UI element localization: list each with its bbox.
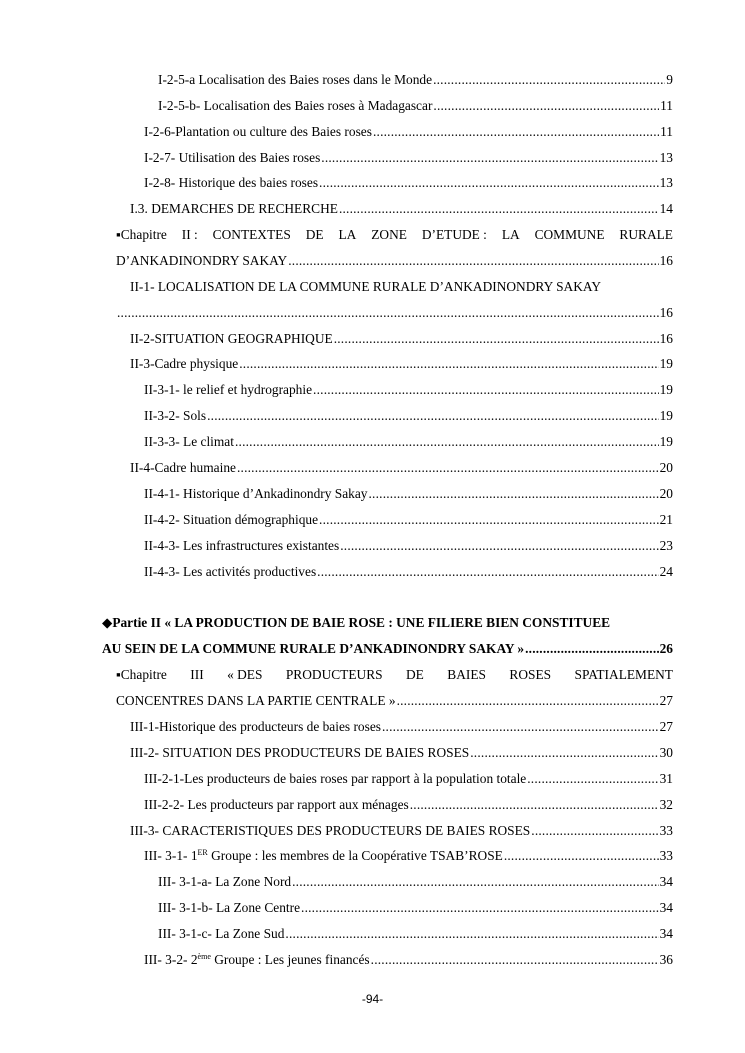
toc-title: I.3. DEMARCHES DE RECHERCHE: [130, 201, 338, 216]
toc-entry: [158, 874, 673, 890]
toc-entry: [130, 331, 673, 347]
toc-page: 19: [659, 408, 673, 423]
toc-leader: [410, 797, 659, 813]
toc-leader: [285, 926, 658, 942]
toc-leader: [433, 98, 659, 114]
toc-leader: [237, 460, 659, 476]
toc-title: Partie II « LA PRODUCTION DE BAIE ROSE : UNE FILIERE BIEN CONSTITUEE: [112, 615, 611, 630]
toc-title: II-4-1- Historique d’Ankadinondry Sakay: [144, 486, 368, 501]
bullet-icon: ▪: [116, 227, 121, 242]
toc-leader: [321, 150, 658, 166]
toc-entry: [144, 150, 673, 166]
toc-leader: [117, 305, 659, 321]
toc-page: 33: [659, 823, 673, 838]
part-heading-line: [102, 615, 673, 631]
toc-leader: [313, 382, 659, 398]
toc-page: 30: [659, 745, 673, 760]
toc-page: 24: [659, 564, 673, 579]
toc-page: 16: [659, 253, 673, 268]
toc-entry: [144, 564, 673, 580]
toc-page: 13: [659, 150, 673, 165]
toc-page: 11: [660, 124, 673, 139]
toc-leader: [470, 745, 658, 761]
toc-title: II-3-3- Le climat: [144, 434, 234, 449]
toc-page: 34: [659, 926, 673, 941]
toc-entry: [102, 641, 673, 657]
toc-title: III-2-1-Les producteurs de baies roses par rapport à la population totale: [144, 771, 527, 786]
toc-title: II-3-2- Sols: [144, 408, 207, 423]
toc-page: 31: [659, 771, 673, 786]
toc-page: 26: [659, 641, 673, 656]
bullet-icon: ▪: [116, 667, 121, 682]
toc-page: 36: [659, 952, 673, 967]
toc-title: II-3-1- le relief et hydrographie: [144, 382, 313, 397]
toc-leader: [334, 331, 659, 347]
toc-leader: [319, 512, 659, 528]
toc-entry: [158, 98, 673, 114]
toc-page: 9: [666, 72, 673, 87]
toc-leader: [371, 952, 659, 968]
toc-page: 14: [659, 201, 673, 216]
toc-leader: [239, 356, 658, 372]
toc-page: 21: [659, 512, 673, 527]
toc-title: III- 3-2- 2ème Groupe : Les jeunes financés: [144, 952, 370, 967]
toc-page: 23: [659, 538, 673, 553]
toc-title: II-4-2- Situation démographique: [144, 512, 319, 527]
toc-title: I-2-6-Plantation ou culture des Baies roses: [144, 124, 372, 139]
toc-title: I-2-5-a Localisation des Baies roses dans le Monde: [158, 72, 433, 87]
toc-entry: [144, 408, 673, 424]
toc-title: III-2- SITUATION DES PRODUCTEURS DE BAIES ROSES: [130, 745, 470, 760]
toc-entry: [158, 926, 673, 942]
toc-title: I-2-8- Historique des baies roses: [144, 175, 319, 190]
toc-title: D’ANKADINONDRY SAKAY: [116, 253, 288, 268]
toc-entry: [144, 434, 673, 450]
toc-entry: [144, 797, 673, 813]
toc-entry: [130, 356, 673, 372]
toc-page: 20: [659, 486, 673, 501]
toc-page: 13: [659, 175, 673, 190]
toc-title: I-2-7- Utilisation des Baies roses: [144, 150, 321, 165]
toc-page: 16: [659, 331, 673, 346]
toc-page: 32: [659, 797, 673, 812]
toc-title: III-2-2- Les producteurs par rapport aux ménages: [144, 797, 409, 812]
toc-entry: [130, 823, 673, 839]
toc-leader: [382, 719, 659, 735]
toc-leader: [397, 693, 659, 709]
toc-entry: [116, 305, 673, 321]
toc-leader: [340, 538, 658, 554]
toc-leader: [301, 900, 659, 916]
toc-title: II-3-Cadre physique: [130, 356, 239, 371]
toc-page: 27: [659, 693, 673, 708]
chapter-heading-line: ▪Chapitre II : CONTEXTES DE LA ZONE D’ETUDE : LA COMMUNE RURALE: [116, 227, 673, 242]
toc-entry: [116, 253, 673, 269]
toc-entry: [130, 745, 673, 761]
toc-leader: [373, 124, 659, 140]
toc-entry: [144, 848, 673, 864]
toc-leader: [369, 486, 659, 502]
toc-leader: [339, 201, 659, 217]
toc-entry: [158, 72, 673, 88]
toc-title: III-3- CARACTERISTIQUES DES PRODUCTEURS DE BAIES ROSES: [130, 823, 531, 838]
toc-page: 34: [659, 900, 673, 915]
toc-page: 16: [659, 305, 673, 320]
toc-entry: [144, 124, 673, 140]
toc-page: 19: [659, 382, 673, 397]
toc-title: III-1-Historique des producteurs de baies roses: [130, 719, 381, 734]
toc-leader: [504, 848, 659, 864]
toc-entry: [144, 952, 673, 968]
toc-leader: [433, 72, 665, 88]
toc-leader: [235, 434, 659, 450]
toc-entry: [130, 719, 673, 735]
toc-title: III- 3-1-b- La Zone Centre: [158, 900, 301, 915]
chapter-heading-line: ▪Chapitre III « DES PRODUCTEURS DE BAIES ROSES SPATIALEMENT: [116, 667, 673, 682]
toc-entry: [144, 771, 673, 787]
toc-leader: [207, 408, 659, 424]
toc-title: III- 3-1- 1ER Groupe : les membres de la Coopérative TSAB’ROSE: [144, 848, 503, 863]
toc-leader: [292, 874, 659, 890]
toc-page: 27: [659, 719, 673, 734]
toc-entry: [158, 900, 673, 916]
toc-entry: [144, 538, 673, 554]
toc-leader: [317, 564, 658, 580]
toc-title: I-2-5-b- Localisation des Baies roses à Madagascar: [158, 98, 433, 113]
page-number: -94-: [361, 992, 384, 1006]
toc-title: AU SEIN DE LA COMMUNE RURALE D’ANKADINONDRY SAKAY »: [102, 641, 525, 656]
toc-entry: [144, 175, 673, 191]
toc-title: II-2-SITUATION GEOGRAPHIQUE: [130, 331, 333, 346]
toc-title: III- 3-1-a- La Zone Nord: [158, 874, 292, 889]
toc-page: 20: [659, 460, 673, 475]
toc-title: II-4-3- Les activités productives: [144, 564, 317, 579]
diamond-bullet-icon: ◆: [102, 615, 113, 630]
toc-title: III- 3-1-c- La Zone Sud: [158, 926, 285, 941]
toc-entry: [144, 512, 673, 528]
toc-page: 34: [659, 874, 673, 889]
toc-page: 19: [659, 434, 673, 449]
toc-title: II-1- LOCALISATION DE LA COMMUNE RURALE D’ANKADINONDRY SAKAY: [130, 279, 602, 294]
toc-page: 33: [659, 848, 673, 863]
toc-entry: [116, 693, 673, 709]
toc-leader: [527, 771, 658, 787]
toc-entry: [144, 486, 673, 502]
toc-leader: [319, 175, 659, 191]
toc-leader: [531, 823, 658, 839]
toc-title: CONCENTRES DANS LA PARTIE CENTRALE »: [116, 693, 396, 708]
toc-title: II-4-Cadre humaine: [130, 460, 236, 475]
toc-entry: [130, 460, 673, 476]
toc-title: II-4-3- Les infrastructures existantes: [144, 538, 340, 553]
toc-entry: [144, 382, 673, 398]
toc-entry-title-line: [130, 279, 673, 295]
toc-page: 19: [659, 356, 673, 371]
toc-entry: [130, 201, 673, 217]
toc-leader: [525, 641, 659, 657]
toc-page: 11: [660, 98, 673, 113]
toc-leader: [288, 253, 658, 269]
